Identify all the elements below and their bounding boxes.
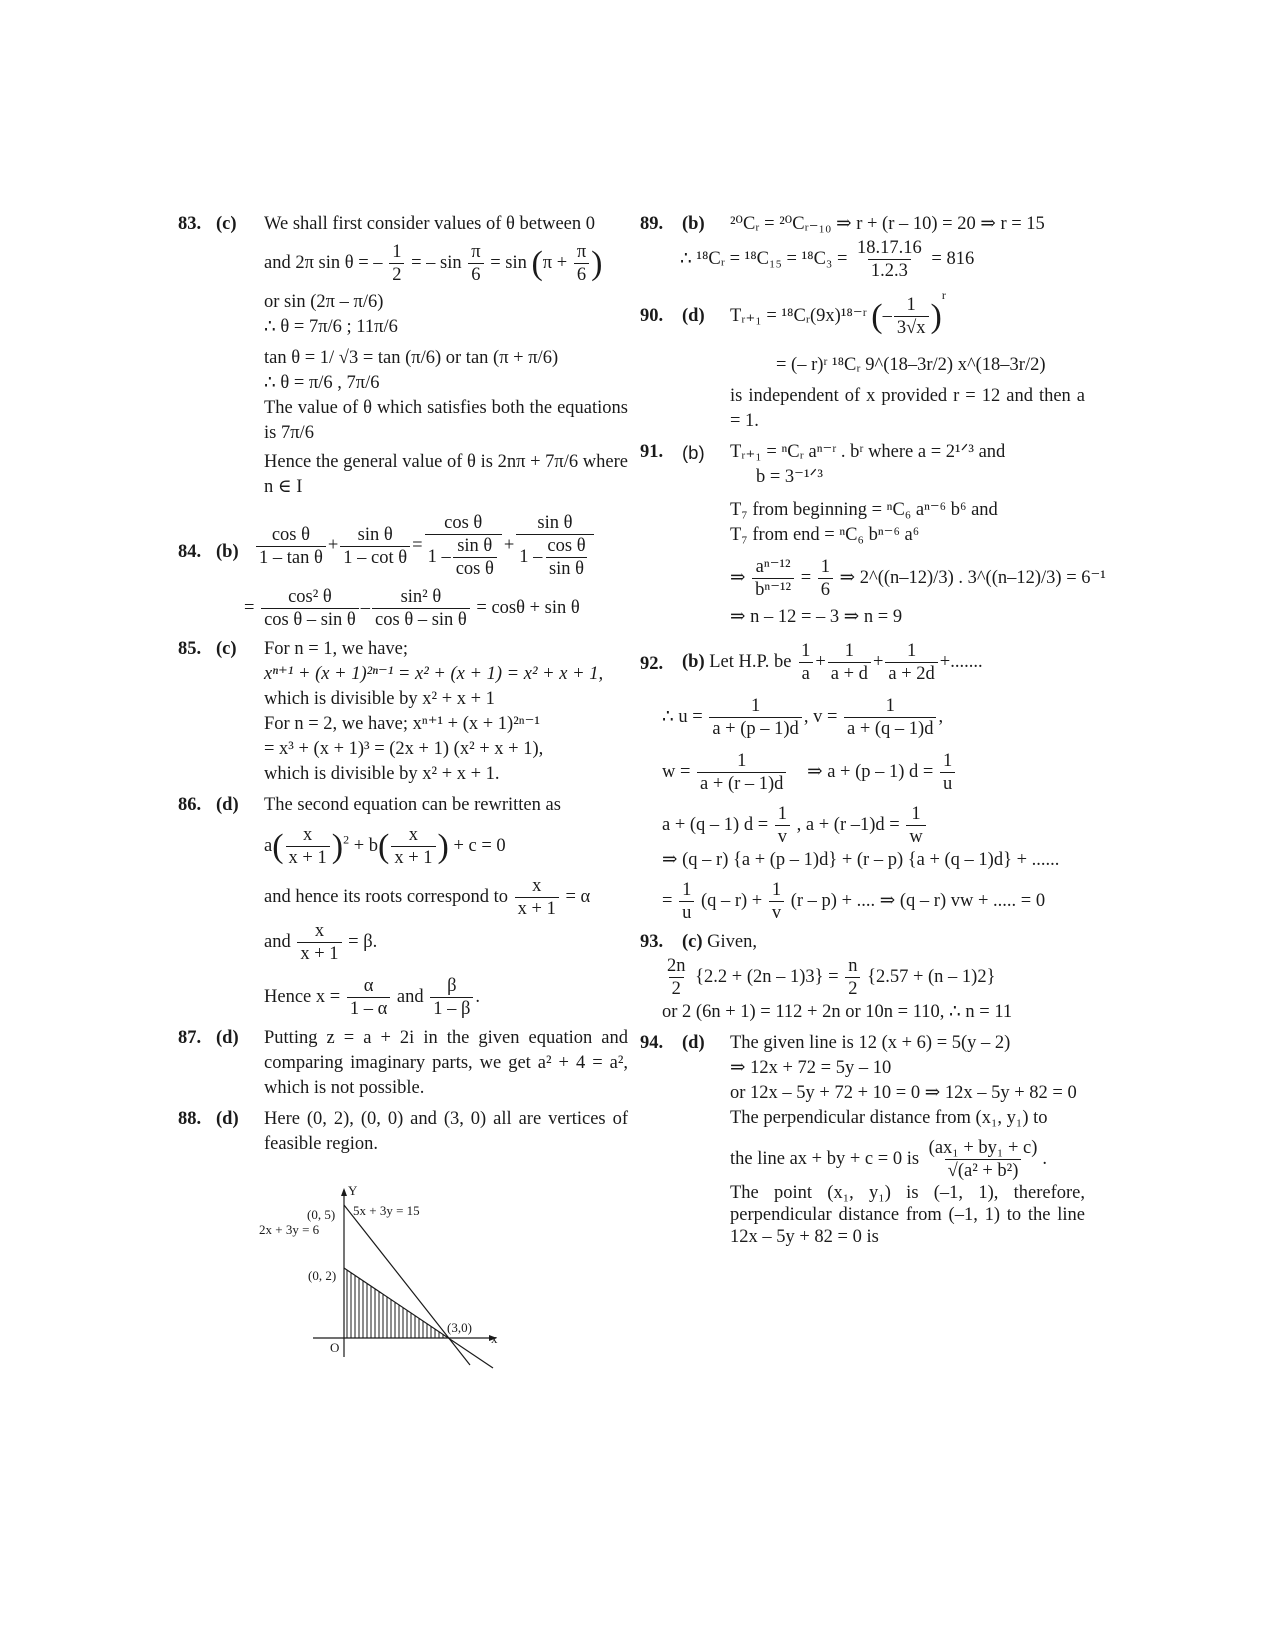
- answer-option: (c): [216, 214, 237, 234]
- question-92: [640, 640, 1085, 924]
- solution-line: ∴ θ = 7π/6 ; 11π/6: [264, 317, 398, 337]
- solution-line: the line ax + by + c = 0 is $\frac{\text{(ax₁ + by₁ + c)}}{\text{√(a² + b²)}}$ .: [730, 1138, 1048, 1181]
- solution-line: and $\frac{x}{x + 1}$ = β.: [264, 921, 378, 964]
- solution-line: is independent of x provided r = 12 and then a = 1.: [730, 386, 1085, 431]
- solution-line: ²⁰Cᵣ = ²⁰Cᵣ₋₁₀ ⇒ r + (r – 10) = 20 ⇒ r = 15: [730, 214, 1045, 234]
- solution-line: a( $\frac{x}{x + 1}$ )$^2$ + b( $\frac{x}{x + 1}$ ) + c = 0: [264, 825, 506, 868]
- question-number: 90.: [640, 306, 664, 326]
- question-number: 83.: [178, 214, 202, 234]
- line-label: 5x + 3y = 15: [353, 1203, 420, 1218]
- question-88: [178, 1107, 628, 1157]
- solution-line: and hence its roots correspond to $\frac{x}{x + 1}$ = α: [264, 876, 591, 919]
- answer-option: (d): [682, 1033, 705, 1053]
- point-label: (0, 2): [308, 1268, 337, 1283]
- solution-line: The perpendicular distance from (x₁, y₁) to: [730, 1108, 1048, 1128]
- point-label: (0, 5): [307, 1207, 336, 1222]
- answer-option: (c): [216, 639, 237, 659]
- solution-line: Here (0, 2), (0, 0) and (3, 0) all are vertices of feasible region.: [264, 1109, 628, 1154]
- question-87: [178, 1026, 628, 1101]
- solution-line: ∴ u = $\frac{1}{a + (p - 1)d}$ , v = $\frac{1}{a + (q - 1)d}$ ,: [662, 696, 944, 739]
- answer-option: (b): [682, 214, 705, 234]
- solution-line: Tᵣ₊₁ = ¹⁸Cᵣ(9x)¹⁸⁻ʳ (– $\frac{1}{3√x}$ )$^r$: [730, 287, 946, 338]
- solution-line: T₇ from end = ⁿC₆ bⁿ⁻⁶ a⁶: [730, 525, 920, 545]
- answer-option: (d): [216, 1109, 239, 1129]
- question-93: [640, 930, 1085, 1025]
- solution-line: ⇒ 12x + 72 = 5y – 10: [730, 1058, 892, 1078]
- question-86: [178, 793, 628, 1020]
- question-94: [640, 1031, 1085, 1248]
- question-84: [178, 512, 628, 631]
- question-90: [640, 287, 1085, 434]
- solution-line: a + (q – 1) d = $\frac{1}{v}$ , a + (r –1)d = $\frac{1}{w}$: [662, 803, 1085, 848]
- solution-line: or sin (2π – π/6): [264, 292, 384, 312]
- solution-line: xⁿ⁺¹ + (x + 1)²ⁿ⁻¹ = x² + (x + 1) = x² + x + 1,: [264, 664, 604, 684]
- point-label: (3,0): [447, 1320, 472, 1335]
- answer-option: (d): [682, 306, 705, 326]
- solution-line: and 2π sin θ = – $\frac{1}{2}$ = – sin $\frac{\pi}{6}$ = sin (π + $\frac{\pi}{6}$ ): [264, 242, 603, 285]
- solution-line: $\frac{\text{cos θ}}{\text{1 – tan θ}}$ + $\frac{\text{sin θ}}{\text{1 – cot θ}}$ = cos θ 1 – $\frac{\text{sin θ}}{\text{cos θ}}$ + sin θ 1 – $\frac{\text{cos θ}}{\text{sin θ}}$: [254, 512, 628, 580]
- question-number: 87.: [178, 1028, 202, 1048]
- question-83: [178, 212, 628, 500]
- question-85: [178, 637, 628, 787]
- solution-line: The value of θ which satisfies both the equations is 7π/6: [264, 398, 628, 443]
- question-number: 86.: [178, 795, 202, 815]
- question-number: 94.: [640, 1033, 664, 1053]
- solution-line: For n = 1, we have;: [264, 639, 409, 659]
- line-label: 2x + 3y = 6: [259, 1222, 320, 1237]
- feasible-region-graph: [255, 1185, 515, 1375]
- answer-option: (b): [216, 542, 239, 562]
- question-number: 93.: [640, 932, 664, 952]
- solution-line: = $\frac{\text{cos² θ}}{\text{cos θ – sin θ}}$ – $\frac{\text{sin² θ}}{\text{cos θ – sin θ}}$ = cosθ + sin θ: [244, 587, 580, 630]
- solution-line: w = $\frac{1}{a + (r - 1)d}$ ⇒ a + (p – 1) d = $\frac{1}{u}$: [662, 750, 1085, 795]
- solution-line: or 2 (6n + 1) = 112 + 2n or 10n = 110, ∴ n = 11: [662, 1002, 1013, 1022]
- solution-line: = (– r)ʳ ¹⁸Cᵣ 9^(18–3r/2) x^(18–3r/2): [776, 355, 1046, 375]
- question-number: 84.: [178, 542, 202, 562]
- question-91: [640, 440, 1106, 630]
- solution-line: ⇒ $\frac{\text{aⁿ⁻¹²}}{\text{bⁿ⁻¹²}}$ = $\frac{1}{6}$ ⇒ 2^((n–12)/3) . 3^((n–12)/3) = 6⁻¹: [730, 557, 1106, 600]
- x-axis-label: x: [491, 1331, 498, 1346]
- solution-line: T₇ from beginning = ⁿC₆ aⁿ⁻⁶ b⁶ and: [730, 500, 998, 520]
- origin-label: O: [330, 1340, 340, 1355]
- solution-line: $\frac{2n}{2}$ {2.2 + (2n – 1)3} = $\frac{n}{2}$ {2.57 + (n – 1)2}: [667, 956, 996, 999]
- solution-line: = $\frac{1}{u}$ (q – r) + $\frac{1}{v}$ (r – p) + .... ⇒ (q – r) vw + ..... = 0: [662, 880, 1046, 923]
- solution-line: tan θ = 1/ √3 = tan (π/6) or tan (π + π/6): [264, 348, 559, 368]
- solution-line: or 12x – 5y + 72 + 10 = 0 ⇒ 12x – 5y + 82 = 0: [730, 1083, 1077, 1103]
- right-column: [640, 212, 1106, 1254]
- line-2x-3y-6: [344, 1268, 493, 1368]
- solution-line: The second equation can be rewritten as: [264, 795, 561, 815]
- solution-line: (b) Let H.P. be $\frac{1}{a}$ + $\frac{1}{a + d}$ + $\frac{1}{a + 2d}$ +.......: [682, 641, 983, 684]
- solution-line: Tᵣ₊₁ = ⁿCᵣ aⁿ⁻ʳ . bʳ where a = 2¹ᐟ³ and: [730, 442, 1006, 462]
- question-number: 92.: [640, 654, 664, 674]
- solution-line: Hence x = $\frac{\alpha}{1 - \alpha}$ and $\frac{\beta}{1 - \beta}$ .: [264, 976, 481, 1019]
- solution-line: (c) Given,: [682, 932, 758, 952]
- answer-option: (d): [216, 1028, 239, 1048]
- question-number: 85.: [178, 639, 202, 659]
- solution-line: = x³ + (x + 1)³ = (2x + 1) (x² + x + 1),: [264, 739, 544, 759]
- question-number: 91.: [640, 442, 664, 462]
- solution-line: Putting z = a + 2i in the given equation and comparing imaginary parts, we get a² + 4 = a², which is not possible.: [264, 1028, 628, 1098]
- solution-line: which is divisible by x² + x + 1: [264, 689, 495, 709]
- answer-option: (d): [216, 795, 239, 815]
- question-number: 88.: [178, 1109, 202, 1129]
- solution-line: We shall first consider values of θ between 0: [264, 214, 596, 234]
- solution-line: b = 3⁻¹ᐟ³: [756, 467, 823, 487]
- solution-line: which is divisible by x² + x + 1.: [264, 764, 500, 784]
- question-89: [640, 212, 1085, 282]
- solution-line: Hence the general value of θ is 2nπ + 7π/6 where n ∈ I: [264, 452, 628, 497]
- solution-line: The point (x₁, y₁) is (–1, 1), therefore, perpendicular distance from (–1, 1) to the line 12x – 5y + 82 = 0 is: [730, 1183, 1085, 1247]
- answer-option: (b): [682, 442, 705, 463]
- solution-line: For n = 2, we have; xⁿ⁺¹ + (x + 1)²ⁿ⁻¹: [264, 714, 540, 734]
- y-axis-label: Y: [348, 1185, 358, 1198]
- solution-line: ⇒ n – 12 = – 3 ⇒ n = 9: [730, 607, 903, 627]
- left-column: [178, 212, 628, 1163]
- solution-line: The given line is 12 (x + 6) = 5(y – 2): [730, 1033, 1011, 1053]
- solution-line: ⇒ (q – r) {a + (p – 1)d} + (r – p) {a + (q – 1)d} + ......: [662, 850, 1060, 870]
- solution-line: ∴ ¹⁸Cᵣ = ¹⁸C₁₅ = ¹⁸C₃ = $\frac{18.17.16}{1.2.3}$ = 816: [680, 238, 975, 281]
- question-number: 89.: [640, 214, 664, 234]
- solution-line: ∴ θ = π/6 , 7π/6: [264, 373, 380, 393]
